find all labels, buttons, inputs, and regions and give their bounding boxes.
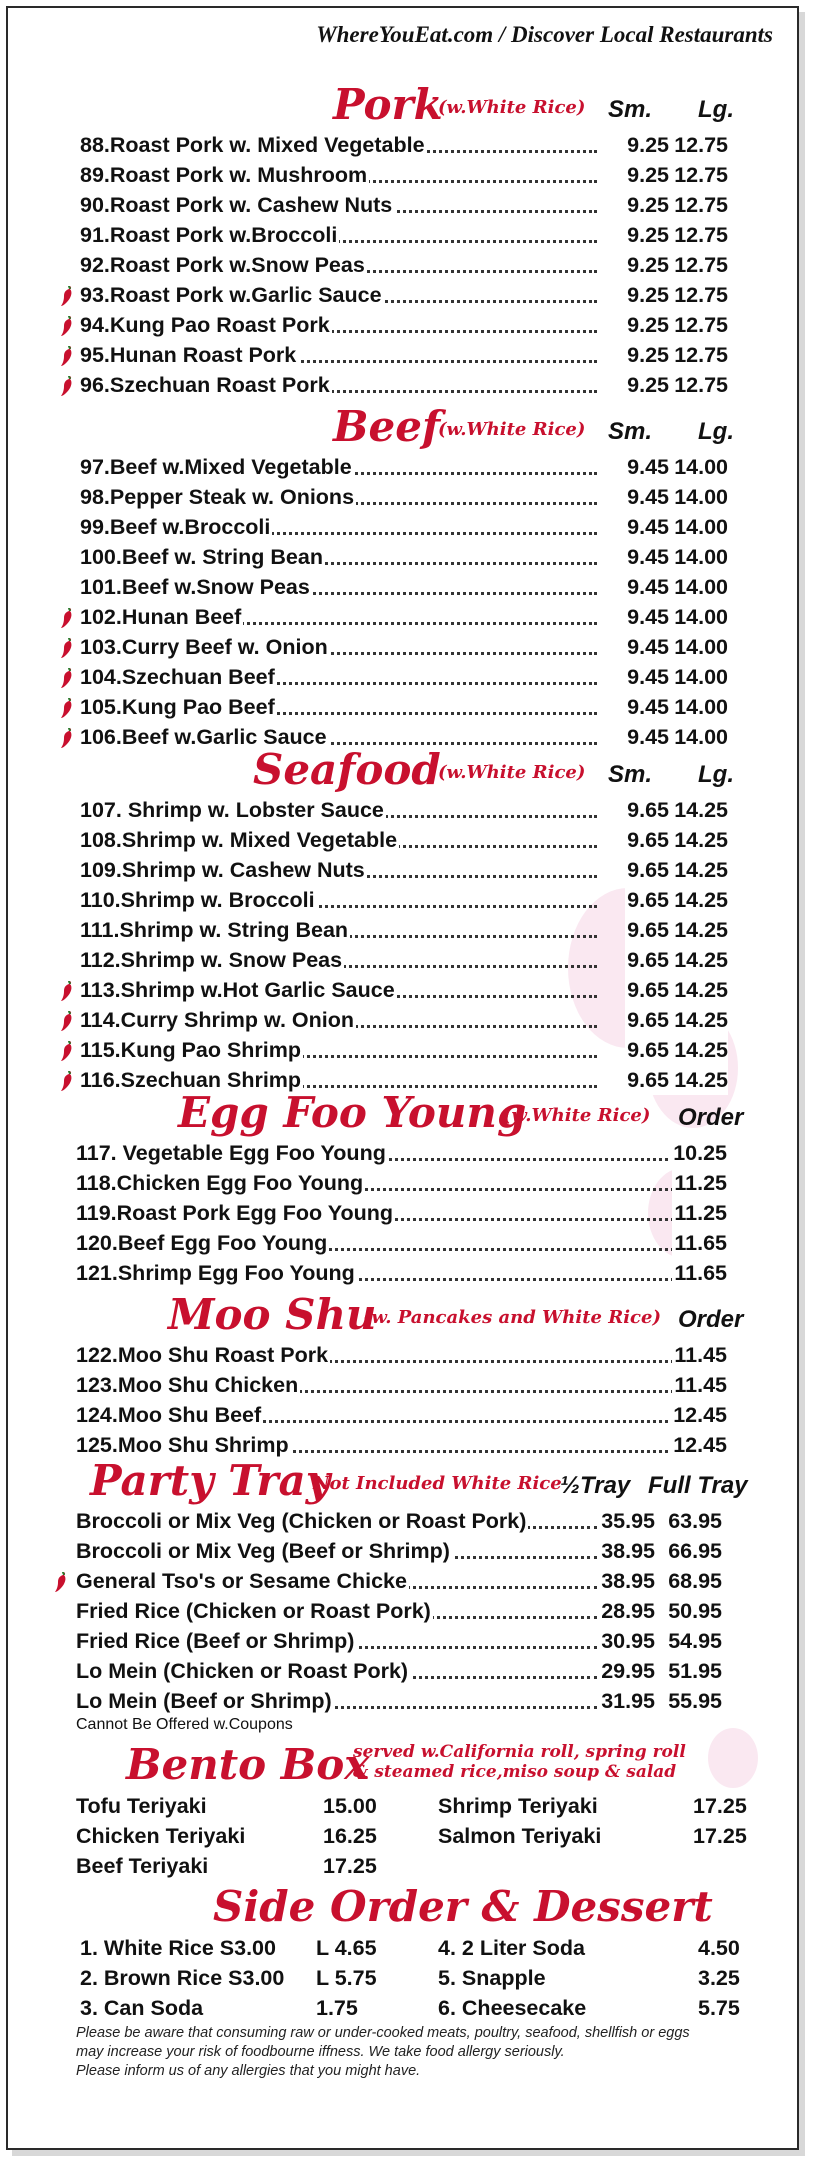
section-subtitle-line2: & steamed rice,miso soup & salad [353, 1762, 677, 1782]
menu-item-row [8, 250, 797, 280]
item-price: 4.50 [698, 1936, 740, 1960]
menu-item-row [8, 1626, 797, 1656]
chili-pepper-icon [60, 345, 74, 367]
menu-item-row [8, 220, 797, 250]
price-large: 14.00 [669, 662, 728, 692]
column-header-large: Lg. [698, 761, 734, 788]
price-full-tray: 51.95 [656, 1656, 722, 1686]
column-header-order: Order [678, 1306, 744, 1333]
menu-item-row [8, 190, 797, 220]
item-name: 124.Moo Shu Beef [76, 1400, 263, 1430]
item-name: General Tso's or Sesame Chicke [76, 1566, 409, 1596]
item-name: Beef Teriyaki [76, 1854, 209, 1878]
item-price: 1.75 [316, 1996, 358, 2020]
item-name: 88.Roast Pork w. Mixed Vegetable [80, 130, 427, 160]
chili-pepper-icon [60, 607, 74, 629]
section-subtitle: (w. Pancakes and White Rice) [363, 1307, 661, 1328]
column-header-half-tray: ½Tray [560, 1472, 631, 1499]
price-small: 9.65 [625, 885, 669, 915]
item-name: 5. Snapple [438, 1966, 546, 1990]
menu-item-row [8, 340, 797, 370]
price-large: 14.00 [669, 602, 728, 632]
price-large: 14.25 [669, 945, 728, 975]
price-half-tray: 38.95 [599, 1566, 655, 1596]
price-half-tray: 31.95 [599, 1686, 655, 1716]
item-name: 118.Chicken Egg Foo Young [76, 1168, 365, 1198]
item-name: Lo Mein (Chicken or Roast Pork) [76, 1656, 410, 1686]
menu-item-row [8, 692, 797, 722]
chili-pepper-icon [60, 285, 74, 307]
column-header-order: Order [678, 1104, 744, 1131]
item-name: Broccoli or Mix Veg (Chicken or Roast Pork) [76, 1506, 528, 1536]
item-name: 96.Szechuan Roast Pork [80, 370, 332, 400]
section-title: Egg Foo Young [178, 1088, 527, 1137]
seafood-section [8, 743, 797, 1095]
chili-pepper-icon [60, 697, 74, 719]
price-small: 9.65 [625, 795, 669, 825]
side-order-section [8, 1878, 797, 2028]
item-name: 121.Shrimp Egg Foo Young [76, 1258, 357, 1288]
price-half-tray: 29.95 [599, 1656, 655, 1686]
price-order: 11.65 [672, 1228, 727, 1258]
item-name: Fried Rice (Chicken or Roast Pork) [76, 1596, 433, 1626]
price-half-tray: 35.95 [599, 1506, 655, 1536]
item-name: 106.Beef w.Garlic Sauce [80, 722, 329, 752]
section-subtitle: (w.White Rice) [438, 97, 586, 118]
menu-item-row [8, 1566, 797, 1596]
price-small: 9.25 [625, 130, 669, 160]
price-small: 9.45 [625, 542, 669, 572]
item-name: Tofu Teriyaki [76, 1794, 207, 1818]
price-small: 9.45 [625, 572, 669, 602]
price-large: 12.75 [669, 280, 728, 310]
menu-item-row [8, 1228, 797, 1258]
menu-item-row [8, 1340, 797, 1370]
item-price: 15.00 [323, 1794, 377, 1818]
price-small: 9.45 [625, 692, 669, 722]
menu-item-row [8, 1198, 797, 1228]
menu-item-row [8, 825, 797, 855]
price-large: 12.75 [669, 220, 728, 250]
column-header-small: Sm. [608, 761, 653, 788]
price-small: 9.65 [625, 1065, 669, 1095]
price-small: 9.25 [625, 370, 669, 400]
menu-item-row [8, 662, 797, 692]
price-large: 12.75 [669, 310, 728, 340]
item-name: 100.Beef w. String Bean [80, 542, 325, 572]
price-half-tray: 30.95 [599, 1626, 655, 1656]
menu-item-row [8, 280, 797, 310]
item-name: 125.Moo Shu Shrimp [76, 1430, 291, 1460]
price-small: 9.25 [625, 190, 669, 220]
price-large: 14.00 [669, 512, 728, 542]
menu-item-row [8, 1168, 797, 1198]
price-order: 12.45 [671, 1430, 727, 1460]
item-name: 119.Roast Pork Egg Foo Young [76, 1198, 395, 1228]
price-order: 11.65 [672, 1258, 727, 1288]
item-name: 115.Kung Pao Shrimp [80, 1035, 303, 1065]
chili-pepper-icon [60, 667, 74, 689]
section-subtitle: (w.White Rice) [438, 762, 586, 783]
item-name: Broccoli or Mix Veg (Beef or Shrimp) [76, 1536, 452, 1566]
price-small: 9.25 [625, 310, 669, 340]
price-small: 9.65 [625, 1005, 669, 1035]
chili-pepper-icon [60, 1010, 74, 1032]
price-large: 14.00 [669, 542, 728, 572]
item-price: 16.25 [323, 1824, 377, 1848]
item-name: 98.Pepper Steak w. Onions [80, 482, 356, 512]
menu-item-row [8, 310, 797, 340]
item-price: 5.75 [698, 1996, 740, 2020]
item-name: 101.Beef w.Snow Peas [80, 572, 312, 602]
item-name: 122.Moo Shu Roast Pork [76, 1340, 330, 1370]
menu-page [6, 6, 799, 2150]
price-small: 9.65 [625, 855, 669, 885]
price-large: 14.25 [669, 1065, 728, 1095]
item-name: 95.Hunan Roast Pork [80, 340, 298, 370]
price-order: 12.45 [671, 1400, 727, 1430]
price-small: 9.45 [625, 602, 669, 632]
item-price: L 5.75 [316, 1966, 377, 1990]
price-large: 14.25 [669, 885, 728, 915]
chili-pepper-icon [60, 637, 74, 659]
section-subtitle: (w.White Rice) [503, 1105, 651, 1126]
item-name: 99.Beef w.Broccoli [80, 512, 272, 542]
menu-item-row [8, 1035, 797, 1065]
item-name: 90.Roast Pork w. Cashew Nuts [80, 190, 394, 220]
price-small: 9.65 [625, 975, 669, 1005]
column-header-large: Lg. [698, 96, 734, 123]
menu-item-row [8, 130, 797, 160]
price-order: 10.25 [671, 1138, 727, 1168]
item-name: 117. Vegetable Egg Foo Young [76, 1138, 388, 1168]
item-name: 123.Moo Shu Chicken [76, 1370, 300, 1400]
item-name: 1. White Rice S3.00 [80, 1936, 276, 1960]
menu-item-row [8, 482, 797, 512]
item-name: 3. Can Soda [80, 1996, 204, 2020]
menu-item-row [8, 1686, 797, 1716]
price-large: 14.00 [669, 692, 728, 722]
menu-item-row [8, 1536, 797, 1566]
menu-item-row [8, 1370, 797, 1400]
item-name: 114.Curry Shrimp w. Onion [80, 1005, 356, 1035]
price-large: 14.00 [669, 572, 728, 602]
item-price: L 4.65 [316, 1936, 377, 1960]
menu-item-row [8, 1258, 797, 1288]
chili-pepper-icon [60, 1040, 74, 1062]
price-small: 9.25 [625, 250, 669, 280]
disclaimer-line: may increase your risk of foodbourne iffness. We take food allergy seriously. [76, 2044, 565, 2060]
item-name: 113.Shrimp w.Hot Garlic Sauce [80, 975, 397, 1005]
item-name: Chicken Teriyaki [76, 1824, 246, 1848]
item-name: 109.Shrimp w. Cashew Nuts [80, 855, 367, 885]
price-full-tray: 68.95 [656, 1566, 722, 1596]
coupon-note: Cannot Be Offered w.Coupons [76, 1716, 293, 1733]
menu-item-row [8, 945, 797, 975]
price-large: 14.25 [669, 1005, 728, 1035]
menu-item-row [8, 542, 797, 572]
item-price: 3.25 [698, 1966, 740, 1990]
menu-item-row [8, 452, 797, 482]
price-full-tray: 54.95 [656, 1626, 722, 1656]
column-header-large: Lg. [698, 418, 734, 445]
price-order: 11.45 [672, 1340, 727, 1370]
price-large: 14.00 [669, 722, 728, 752]
price-small: 9.45 [625, 662, 669, 692]
price-order: 11.45 [672, 1370, 727, 1400]
menu-item-row [8, 160, 797, 190]
price-small: 9.45 [625, 512, 669, 542]
menu-item-row [8, 370, 797, 400]
item-name: 6. Cheesecake [438, 1996, 587, 2020]
price-large: 14.00 [669, 482, 728, 512]
item-price: 17.25 [693, 1824, 747, 1848]
item-name: Salmon Teriyaki [438, 1824, 602, 1848]
item-name: 102.Hunan Beef [80, 602, 243, 632]
price-small: 9.65 [625, 825, 669, 855]
chili-pepper-icon [60, 375, 74, 397]
item-name: 4. 2 Liter Soda [438, 1936, 585, 1960]
price-full-tray: 63.95 [656, 1506, 722, 1536]
menu-item-row [8, 795, 797, 825]
beef-section [8, 400, 797, 752]
item-name: 103.Curry Beef w. Onion [80, 632, 330, 662]
item-name: 104.Szechuan Beef [80, 662, 277, 692]
price-small: 9.45 [625, 452, 669, 482]
item-name: Fried Rice (Beef or Shrimp) [76, 1626, 356, 1656]
price-large: 14.00 [669, 632, 728, 662]
price-large: 14.25 [669, 1035, 728, 1065]
section-title: Moo Shu [168, 1290, 377, 1339]
price-small: 9.25 [625, 280, 669, 310]
price-large: 12.75 [669, 340, 728, 370]
item-name: 116.Szechuan Shrimp [80, 1065, 303, 1095]
menu-item-row [8, 632, 797, 662]
menu-item-row [8, 1596, 797, 1626]
item-name: 97.Beef w.Mixed Vegetable [80, 452, 354, 482]
price-order: 11.25 [672, 1168, 727, 1198]
menu-item-row [8, 1656, 797, 1686]
column-header-small: Sm. [608, 96, 653, 123]
price-large: 12.75 [669, 190, 728, 220]
item-name: 111.Shrimp w. String Bean [80, 915, 350, 945]
item-name: 107. Shrimp w. Lobster Sauce [80, 795, 386, 825]
menu-item-row [8, 1138, 797, 1168]
item-price: 17.25 [323, 1854, 377, 1878]
price-small: 9.45 [625, 722, 669, 752]
price-half-tray: 28.95 [599, 1596, 655, 1626]
item-name: 2. Brown Rice S3.00 [80, 1966, 285, 1990]
item-name: 110.Shrimp w. Broccoli [80, 885, 317, 915]
price-large: 12.75 [669, 130, 728, 160]
price-small: 9.45 [625, 482, 669, 512]
item-name: 105.Kung Pao Beef [80, 692, 277, 722]
price-small: 9.25 [625, 160, 669, 190]
column-header-full-tray: Full Tray [648, 1472, 748, 1499]
price-small: 9.25 [625, 220, 669, 250]
menu-item-row [8, 915, 797, 945]
bento-box-section [8, 1734, 797, 1884]
section-title: Bento Box [126, 1740, 370, 1789]
section-title: Seafood [253, 745, 441, 794]
price-large: 14.25 [669, 795, 728, 825]
price-large: 14.25 [669, 915, 728, 945]
section-subtitle: (w.White Rice) [438, 419, 586, 440]
menu-item-row [8, 512, 797, 542]
price-small: 9.25 [625, 340, 669, 370]
price-small: 9.45 [625, 632, 669, 662]
menu-item-row [8, 855, 797, 885]
item-name: 120.Beef Egg Foo Young [76, 1228, 329, 1258]
menu-item-row [8, 975, 797, 1005]
price-large: 14.25 [669, 825, 728, 855]
price-large: 12.75 [669, 370, 728, 400]
price-large: 14.25 [669, 975, 728, 1005]
pork-section [8, 78, 797, 400]
allergy-disclaimer [76, 2024, 756, 2081]
item-price: 17.25 [693, 1794, 747, 1818]
price-half-tray: 38.95 [599, 1536, 655, 1566]
price-full-tray: 66.95 [656, 1536, 722, 1566]
item-name: 91.Roast Pork w.Broccoli [80, 220, 339, 250]
section-subtitle: Not Included White Rice [313, 1473, 562, 1494]
site-header: WhereYouEat.com / Discover Local Restaurants [316, 22, 773, 47]
price-large: 12.75 [669, 250, 728, 280]
price-large: 14.00 [669, 452, 728, 482]
disclaimer-line: Please inform us of any allergies that you might have. [76, 2063, 421, 2079]
price-large: 12.75 [669, 160, 728, 190]
section-subtitle-line1: served w.California roll, spring roll [353, 1742, 686, 1762]
price-order: 11.25 [672, 1198, 727, 1228]
item-name: Shrimp Teriyaki [438, 1794, 598, 1818]
disclaimer-line: Please be aware that consuming raw or under-cooked meats, poultry, seafood, shellfish or eggs [76, 2025, 690, 2041]
item-name: 92.Roast Pork w.Snow Peas [80, 250, 367, 280]
moo-shu-section [8, 1288, 797, 1460]
menu-item-row [8, 1005, 797, 1035]
egg-foo-young-section [8, 1086, 797, 1288]
chili-pepper-icon [60, 315, 74, 337]
menu-item-row [8, 885, 797, 915]
price-small: 9.65 [625, 915, 669, 945]
item-name: 112.Shrimp w. Snow Peas [80, 945, 344, 975]
price-full-tray: 50.95 [656, 1596, 722, 1626]
price-full-tray: 55.95 [656, 1686, 722, 1716]
item-name: Lo Mein (Beef or Shrimp) [76, 1686, 334, 1716]
menu-item-row [8, 572, 797, 602]
item-name: 108.Shrimp w. Mixed Vegetable [80, 825, 399, 855]
menu-item-row [8, 602, 797, 632]
chili-pepper-icon [54, 1571, 68, 1593]
menu-item-row [8, 1400, 797, 1430]
column-header-small: Sm. [608, 418, 653, 445]
price-small: 9.65 [625, 945, 669, 975]
section-title: Beef [333, 402, 441, 451]
menu-item-row [8, 1506, 797, 1536]
party-tray-section [8, 1454, 797, 1733]
section-title: Party Tray [90, 1456, 331, 1505]
section-title: Side Order & Dessert [213, 1882, 713, 1931]
price-small: 9.65 [625, 1035, 669, 1065]
chili-pepper-icon [60, 980, 74, 1002]
item-name: 94.Kung Pao Roast Pork [80, 310, 332, 340]
item-name: 93.Roast Pork w.Garlic Sauce [80, 280, 384, 310]
price-large: 14.25 [669, 855, 728, 885]
section-title: Pork [333, 80, 443, 129]
item-name: 89.Roast Pork w. Mushroom [80, 160, 369, 190]
